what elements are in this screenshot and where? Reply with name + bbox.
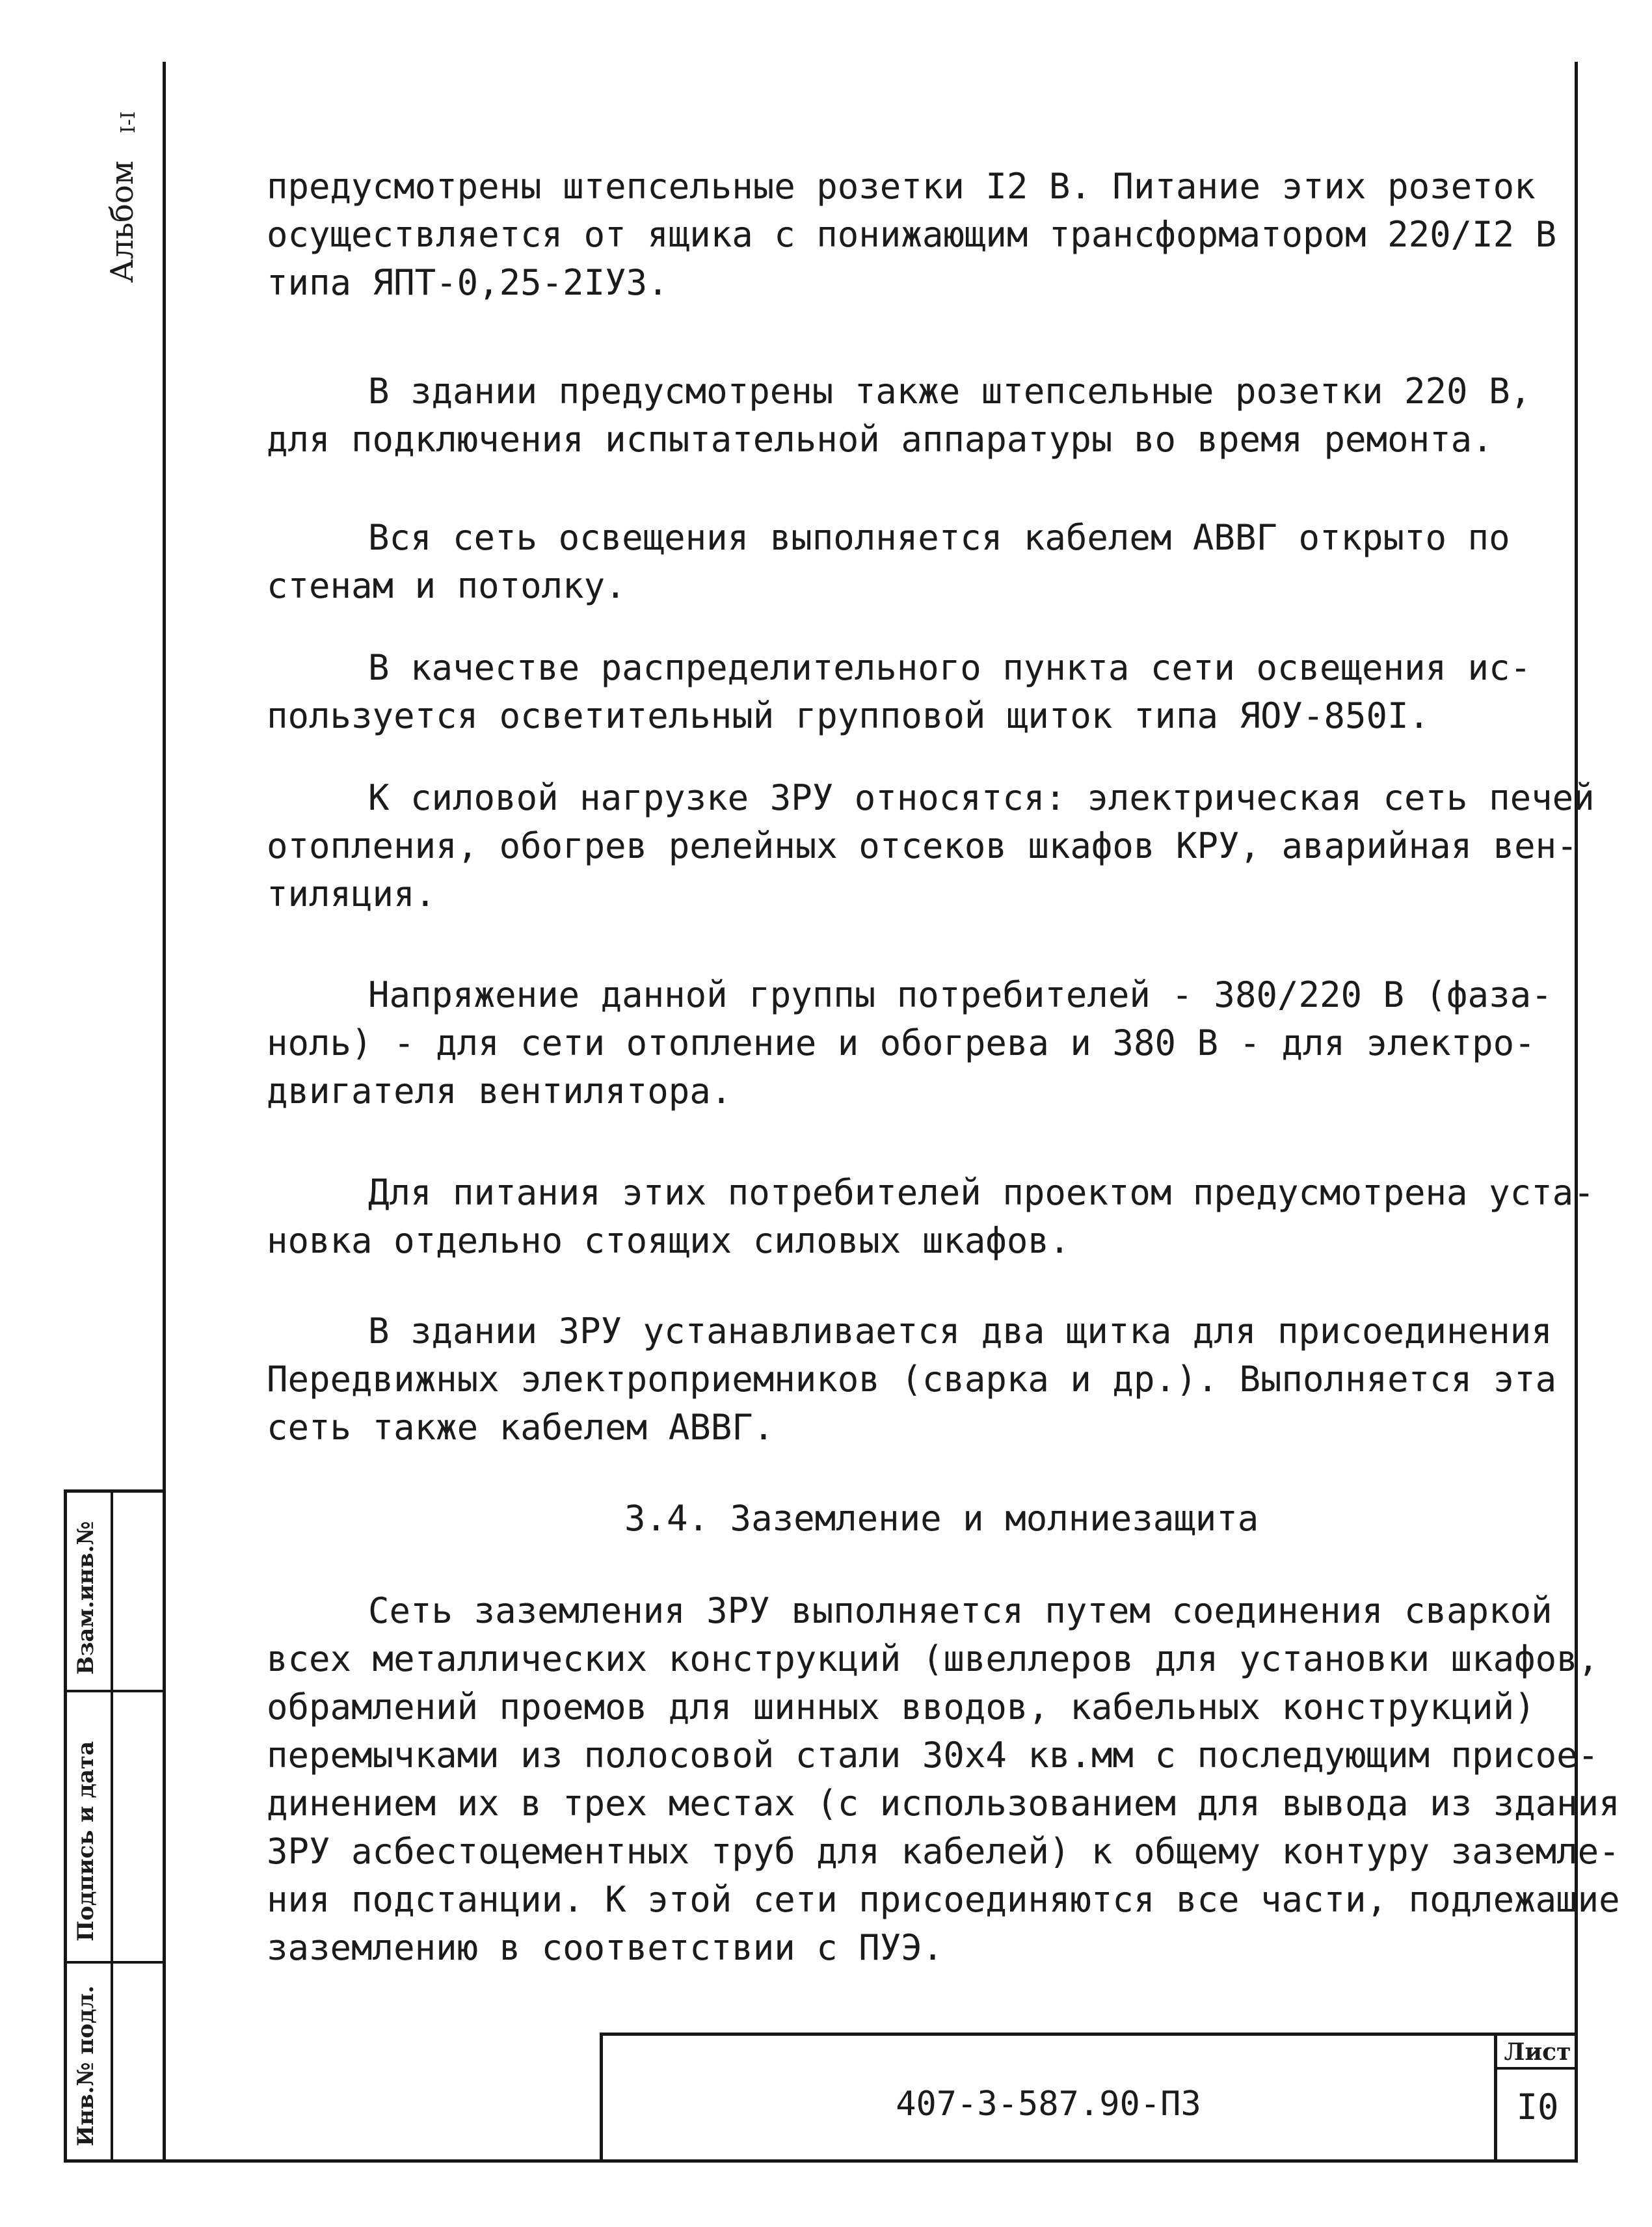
text-line: ЗРУ асбестоцементных труб для кабелей) к общему контуру заземле- bbox=[267, 1831, 1620, 1872]
text-line: осуществляется от ящика с понижающим трансформатором 220/I2 В bbox=[267, 214, 1557, 255]
section-heading: 3.4. Заземление и молниезащита bbox=[624, 1498, 1259, 1539]
text-line: ноль) - для сети отопление и обогрева и 380 В - для электро- bbox=[267, 1022, 1536, 1063]
text-line: стенам и потолку. bbox=[267, 565, 626, 606]
text-line: сеть также кабелем АВВГ. bbox=[267, 1407, 775, 1448]
text-line: ния подстанции. К этой сети присоединяются все части, подлежащие bbox=[267, 1879, 1620, 1920]
text-line: тиляция. bbox=[267, 873, 436, 914]
text-line: динением их в трех местах (с использованием для вывода из здания bbox=[267, 1783, 1620, 1824]
album-number: I-I bbox=[117, 111, 140, 133]
stamp-label-podpis-data: Подпись и дата bbox=[73, 1740, 99, 1941]
text-line: Передвижных электроприемников (сварка и др.). Выполняется эта bbox=[267, 1359, 1557, 1400]
sheet-number: I0 bbox=[1516, 2087, 1559, 2127]
text-line: В здании ЗРУ устанавливается два щитка для присоединения bbox=[368, 1311, 1552, 1352]
text-line: обрамлений проемов для шинных вводов, кабельных конструкций) bbox=[267, 1687, 1536, 1727]
text-line: пользуется осветительный групповой щиток типа ЯОУ-850I. bbox=[267, 695, 1430, 736]
text-line: Сеть заземления ЗРУ выполняется путем соединения сваркой bbox=[368, 1590, 1552, 1631]
text-line: В здании предусмотрены также штепсельные розетки 220 В, bbox=[368, 371, 1532, 412]
stamp-inner-border bbox=[111, 1489, 113, 2163]
frame-bottom-line bbox=[64, 2159, 1578, 2163]
text-line: новка отдельно стоящих силовых шкафов. bbox=[267, 1220, 1071, 1261]
sheet-label: Лист bbox=[1504, 2038, 1571, 2066]
text-line: отопления, обогрев релейных отсеков шкафов КРУ, аварийная вен- bbox=[267, 825, 1578, 866]
stamp-left-border bbox=[64, 1489, 67, 2163]
stamp-label-inv-podl: Инв.№ подл. bbox=[73, 1985, 99, 2146]
text-line: заземлению в соответствии с ПУЭ. bbox=[267, 1927, 944, 1968]
album-label: Альбом bbox=[104, 160, 140, 283]
document-code: 407-3-587.90-ПЗ bbox=[896, 2085, 1201, 2124]
text-line: В качестве распределительного пункта сети освещения ис- bbox=[368, 647, 1532, 688]
text-line: двигателя вентилятора. bbox=[267, 1071, 732, 1112]
text-line: Вся сеть освещения выполняется кабелем АВВГ открыто по bbox=[368, 517, 1510, 558]
text-line: типа ЯПТ-0,25-2IУ3. bbox=[267, 262, 669, 303]
text-line: Для питания этих потребителей проектом предусмотрена уста- bbox=[368, 1172, 1595, 1213]
stamp-label-vzam-inv: Взам.инв.№ bbox=[73, 1521, 99, 1675]
stamp-top-line bbox=[64, 1489, 166, 1493]
frame-left-line bbox=[163, 62, 166, 2163]
titleblock-top-line bbox=[600, 2033, 1578, 2036]
text-line: предусмотрены штепсельные розетки I2 В. Питание этих розеток bbox=[267, 166, 1536, 207]
text-line: Напряжение данной группы потребителей - 380/220 В (фаза- bbox=[368, 974, 1552, 1015]
stamp-divider-1 bbox=[64, 1690, 166, 1692]
text-line: перемычками из полосовой стали 30х4 кв.мм с последующим присое- bbox=[267, 1735, 1599, 1776]
text-line: для подключения испытательной аппаратуры во время ремонта. bbox=[267, 419, 1493, 460]
titleblock-sheet-label-line bbox=[1494, 2067, 1578, 2070]
stamp-divider-2 bbox=[64, 1961, 166, 1964]
text-line: К силовой нагрузке ЗРУ относятся: электрическая сеть печей bbox=[368, 777, 1595, 818]
text-line: всех металлических конструкций (швеллеров для установки шкафов, bbox=[267, 1638, 1599, 1679]
